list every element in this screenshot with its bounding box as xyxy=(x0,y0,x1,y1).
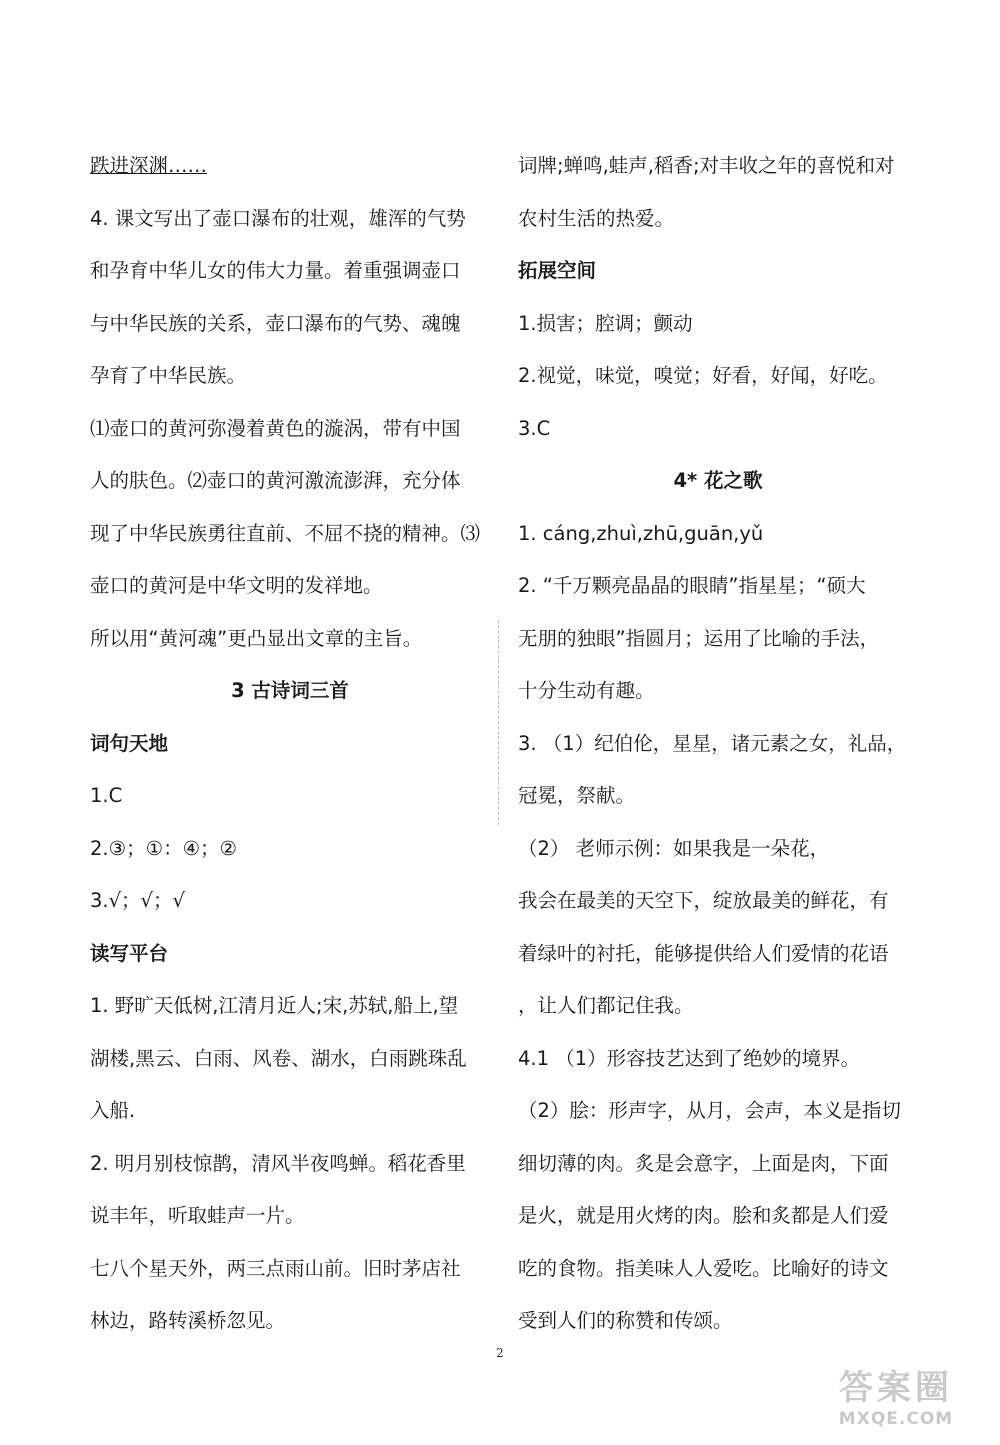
text-line: 细切薄的肉。炙是会意字，上面是肉，下面 xyxy=(518,1151,889,1175)
text-line: （2）脍：形声字，从月，会声，本义是指切 xyxy=(518,1099,901,1122)
text-line: ，让人们都记住我。 xyxy=(518,994,694,1017)
text-line: 着绿叶的衬托，能够提供给人们爱情的花语 xyxy=(518,941,889,965)
text-line: 词牌;蝉鸣,蛙声,稻香;对丰收之年的喜悦和对 xyxy=(518,154,895,177)
text-line: 2.③；①：④；② xyxy=(90,836,238,860)
text-line: 1.损害；腔调；颤动 xyxy=(518,311,693,335)
text-line: 说丰年，听取蛙声一片。 xyxy=(90,1204,305,1227)
section-heading: 读写平台 xyxy=(90,941,169,965)
site-watermark xyxy=(806,1368,986,1434)
text-line: ⑴壶口的黄河弥漫着黄色的漩涡，带有中国 xyxy=(90,416,461,440)
watermark-url: MXQE.COM xyxy=(838,1409,954,1429)
text-line: 3. （1）纪伯伦，星星，诸元素之女，礼品， xyxy=(518,731,907,755)
text-line: （2） 老师示例：如果我是一朵花， xyxy=(518,836,830,860)
text-line: 所以用“黄河魂”更凸显出文章的主旨。 xyxy=(90,626,423,650)
watermark-logo-text: 答案圈 xyxy=(839,1368,953,1408)
text-line: 3.√；√；√ xyxy=(90,889,185,912)
text-line: 2.视觉，味觉，嗅觉；好看，好闻，好吃。 xyxy=(518,364,888,387)
text-line: 壶口的黄河是中华文明的发祥地。 xyxy=(90,574,383,597)
text-line: 1. cáng,zhuì,zhū,guān,yǔ xyxy=(518,521,764,545)
text-line: 冠冕，祭献。 xyxy=(518,784,636,807)
text-line: 和孕育中华儿女的伟大力量。着重强调壶口 xyxy=(90,259,461,282)
section-heading: 拓展空间 xyxy=(518,259,597,282)
text-line: 是火，就是用火烤的肉。脍和炙都是人们爱 xyxy=(518,1204,889,1227)
text-line: 七八个星天外，两三点雨山前。旧时茅店社 xyxy=(90,1256,461,1280)
section-heading: 词句天地 xyxy=(90,731,169,755)
text-line: 人的肤色。⑵壶口的黄河激流澎湃，充分体 xyxy=(90,469,461,492)
page-number: 2 xyxy=(496,1346,504,1360)
text-line: 孕育了中华民族。 xyxy=(90,364,247,387)
right-column xyxy=(518,140,918,1348)
lesson-title: 3 古诗词三首 xyxy=(231,679,349,702)
column-divider xyxy=(498,620,500,825)
text-line: 吃的食物。指美味人人爱吃。比喻好的诗文 xyxy=(518,1256,889,1280)
text-line: 受到人们的称赞和传颂。 xyxy=(518,1309,733,1332)
text-line: 2. “千万颗亮晶晶的眼睛”指星星；“硕大 xyxy=(518,574,866,597)
text-line: 湖楼,黑云、白雨、风卷、湖水，白雨跳珠乱 xyxy=(90,1046,467,1070)
text-line: 2. 明月别枝惊鹊，清风半夜鸣蝉。稻花香里 xyxy=(90,1151,466,1175)
lesson-title: 4* 花之歌 xyxy=(673,469,763,492)
text-line: 我会在最美的天空下，绽放最美的鲜花，有 xyxy=(518,889,889,912)
text-line: 与中华民族的关系，壶口瀑布的气势、魂魄 xyxy=(90,311,461,335)
left-column xyxy=(90,140,490,1348)
text-line: 入船. xyxy=(90,1099,136,1122)
text-line: 现了中华民族勇往直前、不屈不挠的精神。⑶ xyxy=(90,521,481,545)
text-line: 林边，路转溪桥忽见。 xyxy=(90,1309,286,1332)
text-line: 3.C xyxy=(518,416,551,440)
text-line: 农村生活的热爱。 xyxy=(518,206,675,230)
text-line: 1.C xyxy=(90,784,123,807)
text-line: 4. 课文写出了壶口瀑布的壮观，雄浑的气势 xyxy=(90,206,466,230)
text-line: 无朋的独眼”指圆月；运用了比喻的手法， xyxy=(518,626,880,650)
text-line: 跌进深渊…… xyxy=(90,154,208,177)
text-line: 4.1 （1）形容技艺达到了绝妙的境界。 xyxy=(518,1046,861,1070)
text-line: 1. 野旷天低树,江清月近人;宋,苏轼,船上,望 xyxy=(90,994,459,1017)
text-line: 十分生动有趣。 xyxy=(518,679,655,702)
